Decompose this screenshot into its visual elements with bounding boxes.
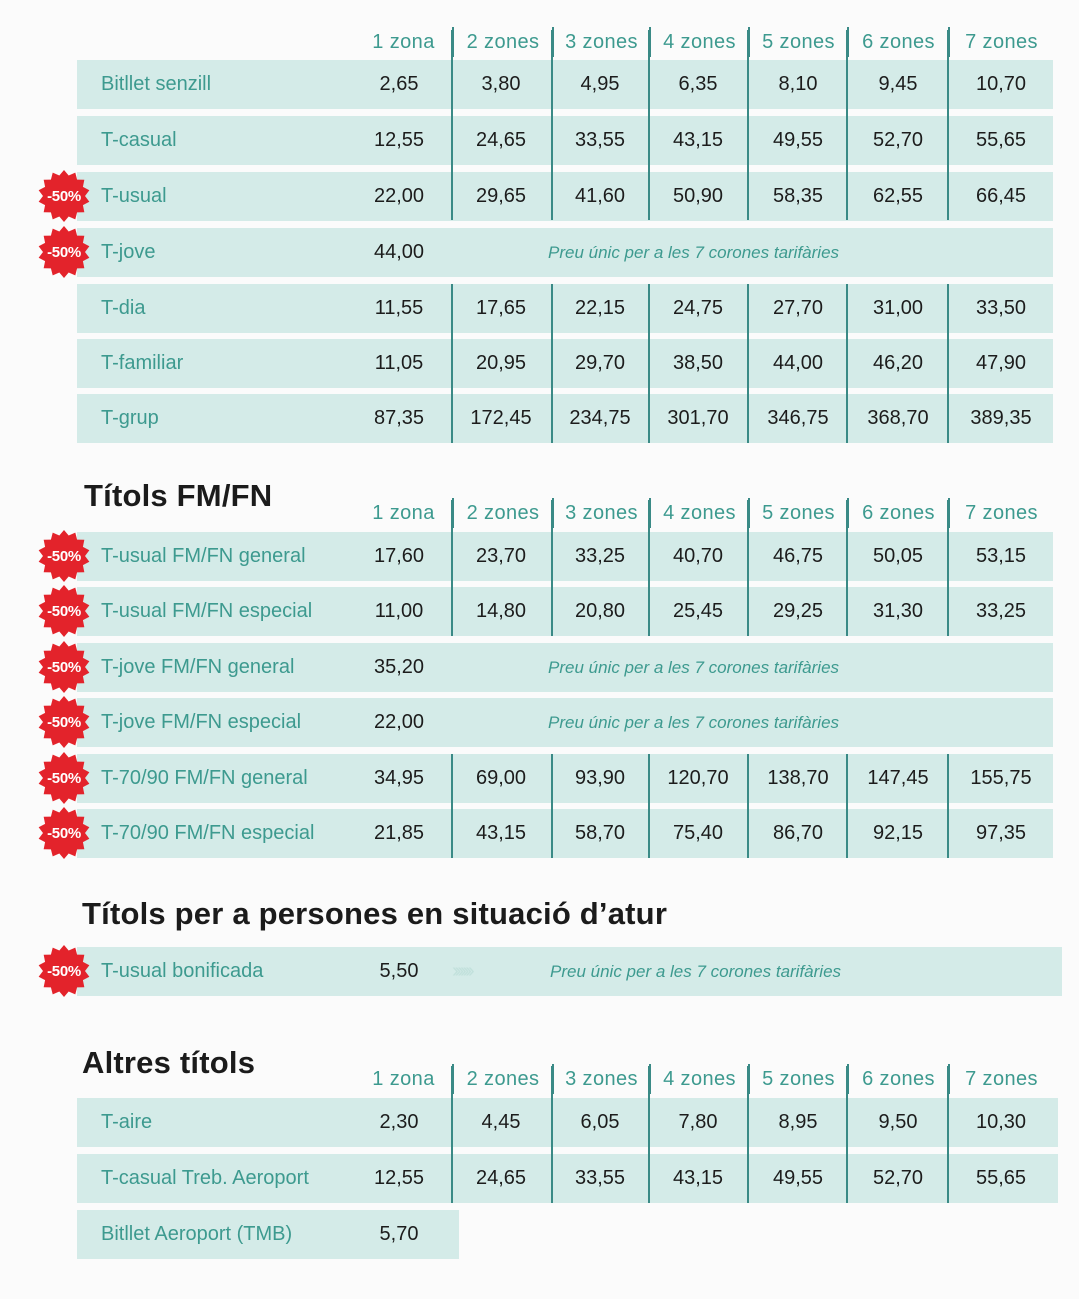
table-row bbox=[77, 1154, 1058, 1203]
column-divider bbox=[648, 754, 650, 858]
price-cell: 29,25 bbox=[772, 600, 824, 622]
column-divider bbox=[648, 284, 650, 443]
discount-badge bbox=[38, 752, 90, 804]
table-row bbox=[77, 1098, 1058, 1147]
price-cell: 50,90 bbox=[672, 185, 724, 207]
price-cell: 7,80 bbox=[678, 1111, 718, 1133]
column-header: 4 zones bbox=[649, 1064, 748, 1094]
column-divider bbox=[648, 1066, 650, 1203]
table-row bbox=[77, 228, 1053, 277]
column-divider bbox=[846, 30, 848, 220]
price-cell: 21,85 bbox=[373, 822, 425, 844]
section-title-altres: Altres títols bbox=[82, 1045, 256, 1080]
column-divider bbox=[451, 1066, 453, 1203]
price-cell: 3,80 bbox=[481, 73, 521, 95]
column-divider bbox=[747, 1066, 749, 1203]
table-row bbox=[77, 284, 1053, 333]
badge-text: -50% bbox=[47, 962, 81, 980]
price-cell: 49,55 bbox=[772, 129, 824, 151]
price-cell: 10,70 bbox=[975, 73, 1027, 95]
discount-badge bbox=[38, 696, 90, 748]
column-header: 3 zones bbox=[552, 498, 649, 528]
row-label: T-jove bbox=[101, 241, 156, 263]
table-row bbox=[77, 60, 1053, 109]
price-cell: 31,00 bbox=[872, 297, 924, 319]
row-label: T-jove FM/FN general bbox=[101, 656, 295, 678]
price-cell: 50,05 bbox=[872, 545, 924, 567]
badge-text: -50% bbox=[47, 824, 81, 842]
price-cell: 5,50 bbox=[379, 960, 419, 982]
price-cell: 17,60 bbox=[373, 545, 425, 567]
price-cell: 2,65 bbox=[379, 73, 419, 95]
price-cell: 33,25 bbox=[574, 545, 626, 567]
row-label: T-grup bbox=[101, 407, 159, 429]
chevrons-icon: ››››››› bbox=[452, 960, 471, 982]
price-cell: 55,65 bbox=[975, 1167, 1027, 1189]
price-cell: 33,25 bbox=[975, 600, 1027, 622]
price-cell: 11,05 bbox=[374, 352, 424, 374]
price-cell: 33,55 bbox=[574, 1167, 626, 1189]
badge-text: -50% bbox=[47, 602, 81, 620]
price-cell: 35,20 bbox=[373, 656, 425, 678]
price-cell: 93,90 bbox=[574, 767, 626, 789]
price-cell: 46,20 bbox=[872, 352, 924, 374]
row-label: T-casual bbox=[101, 129, 177, 151]
price-cell: 9,50 bbox=[878, 1111, 918, 1133]
column-header: 7 zones bbox=[948, 27, 1053, 57]
column-divider bbox=[947, 30, 949, 220]
discount-badge bbox=[38, 807, 90, 859]
column-header: 2 zones bbox=[452, 498, 552, 528]
price-cell: 75,40 bbox=[672, 822, 724, 844]
price-cell: 4,45 bbox=[481, 1111, 521, 1133]
price-cell: 87,35 bbox=[373, 407, 425, 429]
column-header: 4 zones bbox=[649, 498, 748, 528]
column-header: 1 zona bbox=[372, 1067, 435, 1090]
price-cell: 20,95 bbox=[475, 352, 527, 374]
row-label: Bitllet senzill bbox=[101, 73, 212, 95]
discount-badge bbox=[38, 530, 90, 582]
badge-text: -50% bbox=[47, 713, 81, 731]
column-divider bbox=[551, 30, 553, 220]
row-label: T-jove FM/FN especial bbox=[101, 711, 302, 733]
column-divider bbox=[846, 754, 848, 858]
price-cell: 49,55 bbox=[772, 1167, 824, 1189]
column-divider bbox=[648, 500, 650, 636]
table-row bbox=[77, 532, 1053, 581]
single-price-note: Preu únic per a les 7 corones tarifàries bbox=[548, 657, 840, 677]
price-cell: 8,10 bbox=[778, 73, 818, 95]
price-cell: 34,95 bbox=[373, 767, 425, 789]
discount-badge bbox=[38, 226, 90, 278]
row-label: T-usual bbox=[101, 185, 167, 207]
price-cell: 97,35 bbox=[975, 822, 1027, 844]
price-cell: 58,70 bbox=[574, 822, 626, 844]
row-label: T-aire bbox=[101, 1111, 153, 1133]
row-label: T-casual Treb. Aeroport bbox=[101, 1167, 309, 1189]
row-label: T-70/90 FM/FN general bbox=[101, 767, 308, 789]
column-divider bbox=[846, 284, 848, 443]
price-cell: 25,45 bbox=[672, 600, 724, 622]
discount-badge bbox=[38, 585, 90, 637]
table-row bbox=[77, 643, 1053, 692]
price-cell: 6,35 bbox=[678, 73, 718, 95]
column-header: 6 zones bbox=[847, 1064, 948, 1094]
price-cell: 2,30 bbox=[379, 1111, 419, 1133]
price-cell: 12,55 bbox=[373, 1167, 425, 1189]
column-divider bbox=[846, 500, 848, 636]
price-cell: 14,80 bbox=[475, 600, 527, 622]
price-cell: 6,05 bbox=[580, 1111, 620, 1133]
price-cell: 20,80 bbox=[574, 600, 626, 622]
column-header: 7 zones bbox=[948, 1064, 1053, 1094]
price-cell: 44,00 bbox=[373, 241, 425, 263]
price-cell: 368,70 bbox=[867, 407, 929, 429]
column-divider bbox=[747, 284, 749, 443]
table-row bbox=[77, 698, 1053, 747]
badge-text: -50% bbox=[47, 243, 81, 261]
table-row bbox=[77, 172, 1053, 221]
single-price-note: Preu únic per a les 7 corones tarifàries bbox=[548, 242, 840, 262]
discount-badge bbox=[38, 170, 90, 222]
row-label: T-70/90 FM/FN especial bbox=[101, 822, 315, 844]
column-divider bbox=[451, 500, 453, 636]
column-divider bbox=[451, 754, 453, 858]
price-cell: 43,15 bbox=[672, 129, 724, 151]
badge-text: -50% bbox=[47, 658, 81, 676]
row-label: T-usual FM/FN especial bbox=[101, 600, 313, 622]
column-divider bbox=[947, 284, 949, 443]
price-cell: 22,15 bbox=[574, 297, 626, 319]
table-row bbox=[77, 116, 1053, 165]
column-header: 6 zones bbox=[847, 27, 948, 57]
price-cell: 92,15 bbox=[872, 822, 924, 844]
column-header: 4 zones bbox=[649, 27, 748, 57]
price-cell: 31,30 bbox=[872, 600, 924, 622]
table-row bbox=[77, 947, 1062, 996]
price-cell: 40,70 bbox=[672, 545, 724, 567]
table-row bbox=[77, 809, 1053, 858]
price-cell: 33,55 bbox=[574, 129, 626, 151]
price-cell: 138,70 bbox=[767, 767, 829, 789]
price-cell: 69,00 bbox=[475, 767, 527, 789]
row-label: T-familiar bbox=[101, 352, 184, 374]
table-row bbox=[77, 587, 1053, 636]
price-cell: 33,50 bbox=[975, 297, 1027, 319]
column-divider bbox=[551, 500, 553, 636]
single-price-note: Preu únic per a les 7 corones tarifàries bbox=[548, 712, 840, 732]
column-header: 1 zona bbox=[372, 501, 435, 524]
price-cell: 44,00 bbox=[772, 352, 824, 374]
price-cell: 24,75 bbox=[672, 297, 724, 319]
price-cell: 47,90 bbox=[975, 352, 1027, 374]
discount-badge bbox=[38, 641, 90, 693]
price-cell: 8,95 bbox=[778, 1111, 818, 1133]
price-cell: 86,70 bbox=[772, 822, 824, 844]
badge-text: -50% bbox=[47, 547, 81, 565]
column-header: 2 zones bbox=[452, 1064, 552, 1094]
single-price-note: Preu únic per a les 7 corones tarifàries bbox=[550, 961, 842, 981]
column-divider bbox=[747, 500, 749, 636]
price-cell: 23,70 bbox=[475, 545, 527, 567]
price-cell: 41,60 bbox=[574, 185, 626, 207]
price-cell: 389,35 bbox=[970, 407, 1032, 429]
price-cell: 11,00 bbox=[374, 600, 424, 622]
price-cell: 172,45 bbox=[470, 407, 532, 429]
price-cell: 52,70 bbox=[872, 129, 924, 151]
column-divider bbox=[451, 284, 453, 443]
price-cell: 4,95 bbox=[580, 73, 620, 95]
price-cell: 62,55 bbox=[872, 185, 924, 207]
column-header: 5 zones bbox=[748, 498, 847, 528]
price-cell: 27,70 bbox=[772, 297, 824, 319]
price-cell: 29,65 bbox=[475, 185, 527, 207]
price-cell: 38,50 bbox=[672, 352, 724, 374]
column-divider bbox=[947, 754, 949, 858]
column-divider bbox=[747, 754, 749, 858]
column-header: 2 zones bbox=[452, 27, 552, 57]
discount-badge bbox=[38, 945, 90, 997]
price-cell: 346,75 bbox=[767, 407, 829, 429]
price-cell: 5,70 bbox=[379, 1223, 419, 1245]
column-header: 5 zones bbox=[748, 1064, 847, 1094]
price-cell: 24,65 bbox=[475, 129, 527, 151]
price-cell: 58,35 bbox=[772, 185, 824, 207]
row-label: T-usual bonificada bbox=[101, 960, 264, 982]
price-cell: 301,70 bbox=[667, 407, 729, 429]
price-cell: 12,55 bbox=[373, 129, 425, 151]
row-label: Bitllet Aeroport (TMB) bbox=[101, 1223, 293, 1245]
table-row bbox=[77, 1210, 459, 1259]
column-divider bbox=[451, 30, 453, 220]
price-cell: 11,55 bbox=[374, 297, 424, 319]
column-header: 7 zones bbox=[948, 498, 1053, 528]
column-divider bbox=[551, 1066, 553, 1203]
column-divider bbox=[648, 30, 650, 220]
section-title-fmfn: Títols FM/FN bbox=[84, 478, 273, 513]
column-divider bbox=[551, 754, 553, 858]
price-cell: 147,45 bbox=[867, 767, 929, 789]
table-row bbox=[77, 754, 1053, 803]
column-header: 1 zona bbox=[372, 30, 435, 53]
price-cell: 55,65 bbox=[975, 129, 1027, 151]
price-cell: 22,00 bbox=[373, 185, 425, 207]
table-row bbox=[77, 394, 1053, 443]
column-divider bbox=[747, 30, 749, 220]
price-cell: 29,70 bbox=[574, 352, 626, 374]
badge-text: -50% bbox=[47, 769, 81, 787]
price-cell: 22,00 bbox=[373, 711, 425, 733]
price-cell: 10,30 bbox=[975, 1111, 1027, 1133]
price-cell: 52,70 bbox=[872, 1167, 924, 1189]
price-cell: 66,45 bbox=[975, 185, 1027, 207]
price-cell: 17,65 bbox=[475, 297, 527, 319]
price-cell: 155,75 bbox=[970, 767, 1032, 789]
table-row bbox=[77, 339, 1053, 388]
row-label: T-usual FM/FN general bbox=[101, 545, 306, 567]
price-cell: 53,15 bbox=[975, 545, 1027, 567]
column-header: 3 zones bbox=[552, 27, 649, 57]
row-label: T-dia bbox=[101, 297, 146, 319]
price-cell: 43,15 bbox=[672, 1167, 724, 1189]
price-cell: 120,70 bbox=[667, 767, 729, 789]
column-divider bbox=[947, 1066, 949, 1203]
column-divider bbox=[551, 284, 553, 443]
price-cell: 234,75 bbox=[569, 407, 631, 429]
price-cell: 43,15 bbox=[475, 822, 527, 844]
column-header: 3 zones bbox=[552, 1064, 649, 1094]
column-divider bbox=[846, 1066, 848, 1203]
price-cell: 46,75 bbox=[772, 545, 824, 567]
column-divider bbox=[947, 500, 949, 636]
badge-text: -50% bbox=[47, 187, 81, 205]
column-header: 6 zones bbox=[847, 498, 948, 528]
price-cell: 24,65 bbox=[475, 1167, 527, 1189]
section-title-atur: Títols per a persones en situació d’atur bbox=[82, 896, 668, 931]
price-cell: 9,45 bbox=[878, 73, 918, 95]
column-header: 5 zones bbox=[748, 27, 847, 57]
